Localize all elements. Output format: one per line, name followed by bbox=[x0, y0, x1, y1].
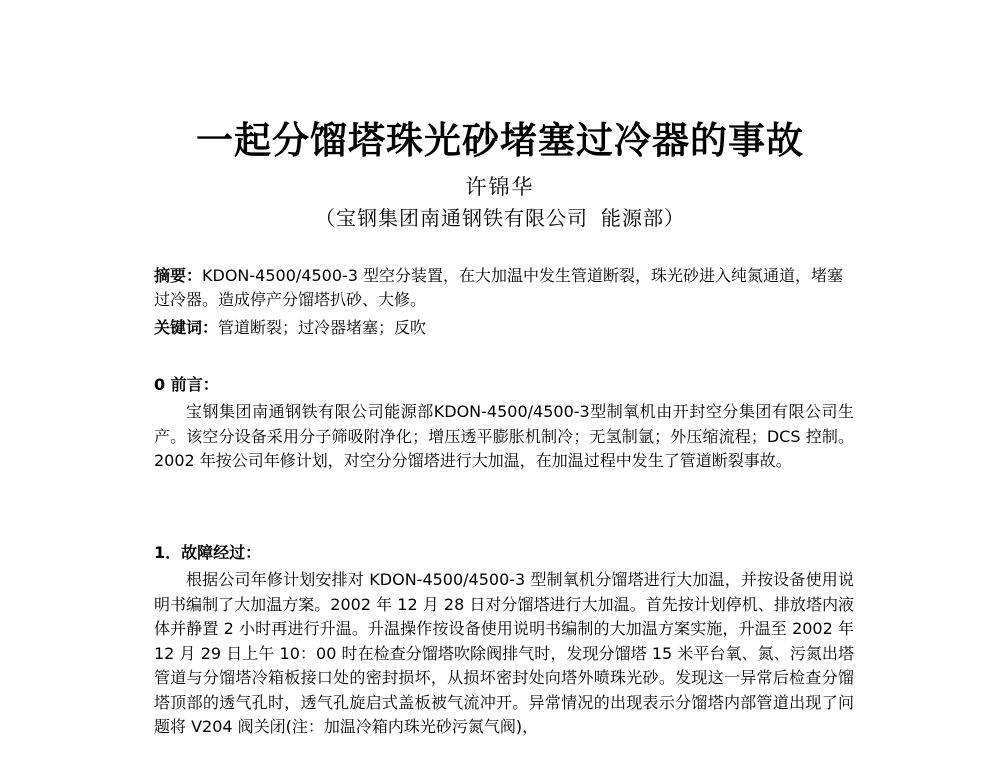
abstract bbox=[154, 264, 854, 312]
section-heading-preface: 0 前言： bbox=[154, 375, 219, 394]
abstract-text: KDON-4500/4500-3 型空分装置，在大加温中发生管道断裂，珠光砂进入纯氮通道，堵塞过冷器。造成停产分馏塔扒砂、大修。 bbox=[154, 266, 844, 309]
paper-title: 一起分馏塔珠光砂堵塞过冷器的事故 bbox=[196, 119, 804, 162]
section-paragraph-fault-process: 根据公司年修计划安排对 KDON-4500/4500-3 型制氧机分馏塔进行大加温，并按设备使用说明书编制了大加温方案。2002 年 12 月 28 日对分馏塔进行大加温。首先按计划停机、排放塔内液体并静置 2 小时再进行升温。升温操作按设备使用说明书编制的大加温方案实施，升温至 2002 年 12 月 29 日上午 10：00 时在检查分馏塔吹除阀排气时，发现分馏塔 15 米平台氧、氮、污氮出塔管道与分馏塔冷箱板接口处的密封损坏，从损坏密封处向塔外喷珠光砂。发现这一异常后检查分馏塔顶部的透气孔时，透气孔旋启式盖板被气流冲开。异常情况的出现表示分馏塔内部管道出现了问题将 V204 阀关闭(注：加温冷箱内珠光砂污氮气阀)， bbox=[154, 570, 854, 736]
keywords-text: 管道断裂；过冷器堵塞；反吹 bbox=[218, 318, 427, 337]
abstract-label: 摘要： bbox=[154, 266, 203, 285]
keywords-label: 关键词： bbox=[154, 318, 219, 337]
author-affiliation: （宝钢集团南通钢铁有限公司 能源部） bbox=[314, 206, 686, 230]
keywords bbox=[154, 316, 854, 340]
section-heading-fault-process: 1．故障经过： bbox=[154, 543, 262, 562]
section-paragraph-preface: 宝钢集团南通钢铁有限公司能源部KDON-4500/4500-3型制氧机由开封空分集团有限公司生产。该空分设备采用分子筛吸附净化；增压透平膨胀机制冷；无氢制氩；外压缩流程；DCS 控制。2002 年按公司年修计划，对空分分馏塔进行大加温，在加温过程中发生了管道断裂事故。 bbox=[154, 402, 854, 470]
author-name: 许锦华 bbox=[465, 175, 535, 199]
